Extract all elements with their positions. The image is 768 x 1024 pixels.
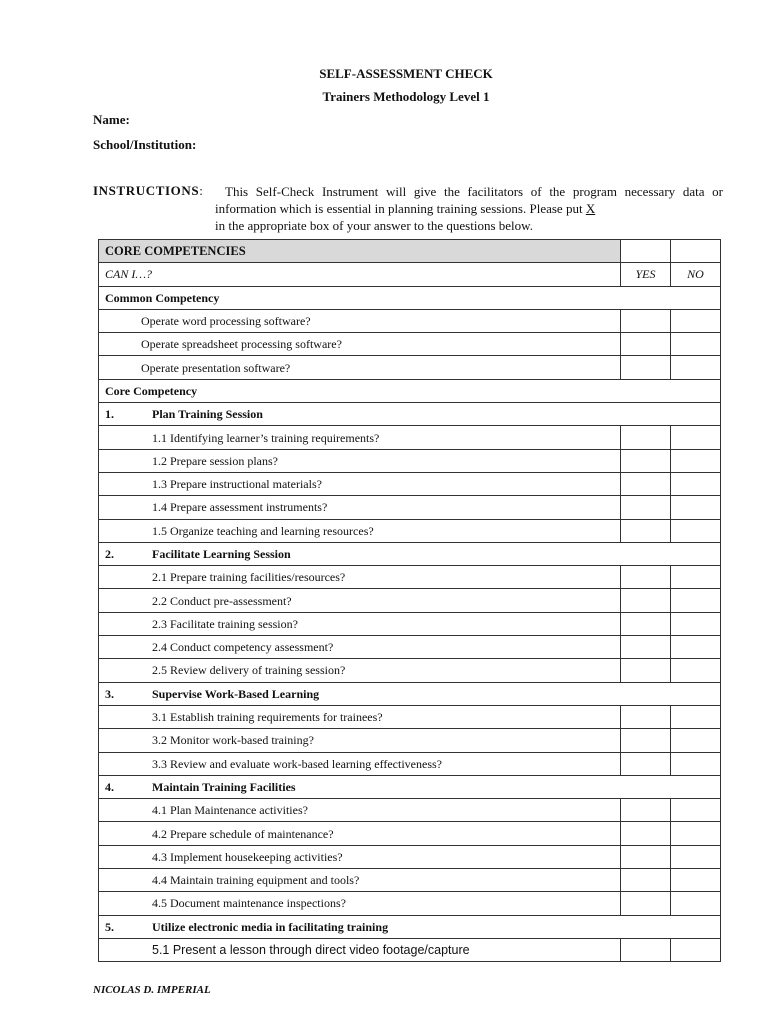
table-row	[99, 566, 721, 589]
no-checkbox-cell[interactable]	[671, 356, 721, 379]
can-i-row	[99, 263, 721, 286]
section-title: Plan Training Session	[152, 407, 263, 422]
school-label: School/Institution:	[93, 137, 197, 152]
yes-checkbox-cell[interactable]	[621, 799, 671, 822]
question-label: 2.5 Review delivery of training session?	[99, 659, 621, 682]
yes-checkbox-cell[interactable]	[621, 729, 671, 752]
table-row	[99, 752, 721, 775]
core-competency-row	[99, 379, 721, 402]
table-row	[99, 636, 721, 659]
question-label: 1.4 Prepare assessment instruments?	[99, 496, 621, 519]
table-row	[99, 822, 721, 845]
question-label: Operate spreadsheet processing software?	[99, 333, 621, 356]
no-checkbox-cell[interactable]	[671, 845, 721, 868]
no-checkbox-cell[interactable]	[671, 426, 721, 449]
no-checkbox-cell[interactable]	[671, 333, 721, 356]
no-checkbox-cell[interactable]	[671, 659, 721, 682]
core-competencies-heading: CORE COMPETENCIES	[99, 240, 621, 263]
section-header-row	[99, 542, 721, 565]
no-checkbox-cell[interactable]	[671, 636, 721, 659]
no-checkbox-cell[interactable]	[671, 799, 721, 822]
competency-table	[98, 239, 721, 962]
no-checkbox-cell[interactable]	[671, 705, 721, 728]
yes-checkbox-cell[interactable]	[621, 822, 671, 845]
no-checkbox-cell[interactable]	[671, 938, 721, 961]
question-label: Operate word processing software?	[99, 309, 621, 332]
no-checkbox-cell[interactable]	[671, 472, 721, 495]
section-title: Maintain Training Facilities	[152, 779, 296, 794]
section-header-row	[99, 682, 721, 705]
no-checkbox-cell[interactable]	[671, 729, 721, 752]
yes-checkbox-cell[interactable]	[621, 938, 671, 961]
yes-checkbox-cell[interactable]	[621, 752, 671, 775]
no-checkbox-cell[interactable]	[671, 822, 721, 845]
table-row	[99, 892, 721, 915]
yes-checkbox-cell[interactable]	[621, 496, 671, 519]
question-label: 4.5 Document maintenance inspections?	[99, 892, 621, 915]
yes-checkbox-cell[interactable]	[621, 705, 671, 728]
yes-checkbox-cell[interactable]	[621, 472, 671, 495]
question-label: 4.4 Maintain training equipment and tools?	[99, 869, 621, 892]
common-competency-label: Common Competency	[99, 286, 721, 309]
yes-checkbox-cell[interactable]	[621, 845, 671, 868]
table-row	[99, 449, 721, 472]
heading-no-cell	[671, 240, 721, 263]
footer-author: NICOLAS D. IMPERIAL	[93, 984, 211, 996]
yes-checkbox-cell[interactable]	[621, 333, 671, 356]
can-i-label: CAN I…?	[99, 263, 621, 286]
table-heading-row	[99, 240, 721, 263]
no-checkbox-cell[interactable]	[671, 612, 721, 635]
question-label: 1.3 Prepare instructional materials?	[99, 472, 621, 495]
table-row	[99, 705, 721, 728]
table-row	[99, 589, 721, 612]
question-label: 4.2 Prepare schedule of maintenance?	[99, 822, 621, 845]
table-row	[99, 869, 721, 892]
table-row	[99, 333, 721, 356]
table-row	[99, 845, 721, 868]
instructions-text	[215, 183, 723, 234]
yes-checkbox-cell[interactable]	[621, 892, 671, 915]
section-title: Utilize electronic media in facilitating training	[152, 919, 389, 934]
instructions-text-after: in the appropriate box of your answer to the questions below.	[215, 218, 533, 233]
no-checkbox-cell[interactable]	[671, 309, 721, 332]
yes-column-header: YES	[621, 263, 671, 286]
common-competency-row	[99, 286, 721, 309]
section-number: 4.	[105, 779, 114, 794]
core-competency-label: Core Competency	[99, 379, 721, 402]
instructions-label: INSTRUCTIONS:	[93, 183, 204, 198]
section-number: 3.	[105, 686, 114, 701]
table-row	[99, 309, 721, 332]
table-row	[99, 426, 721, 449]
table-row	[99, 356, 721, 379]
table-row	[99, 472, 721, 495]
question-label: 4.3 Implement housekeeping activities?	[99, 845, 621, 868]
yes-checkbox-cell[interactable]	[621, 612, 671, 635]
name-label: Name:	[93, 112, 130, 127]
question-label: 4.1 Plan Maintenance activities?	[99, 799, 621, 822]
no-checkbox-cell[interactable]	[671, 519, 721, 542]
document-title: SELF-ASSESSMENT CHECK	[319, 66, 493, 81]
question-label: 3.3 Review and evaluate work-based learning effectiveness?	[99, 752, 621, 775]
table-row	[99, 659, 721, 682]
section-number: 2.	[105, 547, 114, 561]
question-label: 2.3 Facilitate training session?	[99, 612, 621, 635]
instructions-text-before: This Self-Check Instrument will give the facilitators of the program necessary data or information which is essential in planning training sessions. Please put	[215, 184, 723, 216]
section-header-row	[99, 915, 721, 938]
section-number: 1.	[105, 407, 114, 422]
table-row	[99, 729, 721, 752]
question-label: 3.2 Monitor work-based training?	[99, 729, 621, 752]
section-title: Facilitate Learning Session	[152, 547, 291, 561]
section-title: Supervise Work-Based Learning	[152, 686, 320, 701]
no-checkbox-cell[interactable]	[671, 869, 721, 892]
section-header-row	[99, 775, 721, 798]
heading-yes-cell	[621, 240, 671, 263]
no-checkbox-cell[interactable]	[671, 566, 721, 589]
question-label: 1.5 Organize teaching and learning resources?	[99, 519, 621, 542]
yes-checkbox-cell[interactable]	[621, 589, 671, 612]
table-row	[99, 496, 721, 519]
document-subtitle: Trainers Methodology Level 1	[322, 89, 490, 104]
question-label: 3.1 Establish training requirements for trainees?	[99, 705, 621, 728]
question-label: 1.1 Identifying learner’s training requirements?	[99, 426, 621, 449]
no-column-header: NO	[671, 263, 721, 286]
no-checkbox-cell[interactable]	[671, 752, 721, 775]
yes-checkbox-cell[interactable]	[621, 566, 671, 589]
yes-checkbox-cell[interactable]	[621, 869, 671, 892]
question-label: Operate presentation software?	[99, 356, 621, 379]
no-checkbox-cell[interactable]	[671, 449, 721, 472]
question-label: 2.4 Conduct competency assessment?	[99, 636, 621, 659]
no-checkbox-cell[interactable]	[671, 892, 721, 915]
yes-checkbox-cell[interactable]	[621, 449, 671, 472]
section-header-row	[99, 403, 721, 426]
question-label: 2.2 Conduct pre-assessment?	[99, 589, 621, 612]
instructions-mark: X	[585, 201, 596, 216]
no-checkbox-cell[interactable]	[671, 589, 721, 612]
yes-checkbox-cell[interactable]	[621, 309, 671, 332]
yes-checkbox-cell[interactable]	[621, 659, 671, 682]
yes-checkbox-cell[interactable]	[621, 519, 671, 542]
section-number: 5.	[105, 919, 114, 934]
no-checkbox-cell[interactable]	[671, 496, 721, 519]
table-row	[99, 938, 721, 961]
question-label: 1.2 Prepare session plans?	[99, 449, 621, 472]
table-row	[99, 799, 721, 822]
yes-checkbox-cell[interactable]	[621, 636, 671, 659]
table-row	[99, 612, 721, 635]
table-row	[99, 519, 721, 542]
question-label: 5.1 Present a lesson through direct video footage/capture	[99, 938, 621, 961]
question-label: 2.1 Prepare training facilities/resources?	[99, 566, 621, 589]
yes-checkbox-cell[interactable]	[621, 426, 671, 449]
yes-checkbox-cell[interactable]	[621, 356, 671, 379]
